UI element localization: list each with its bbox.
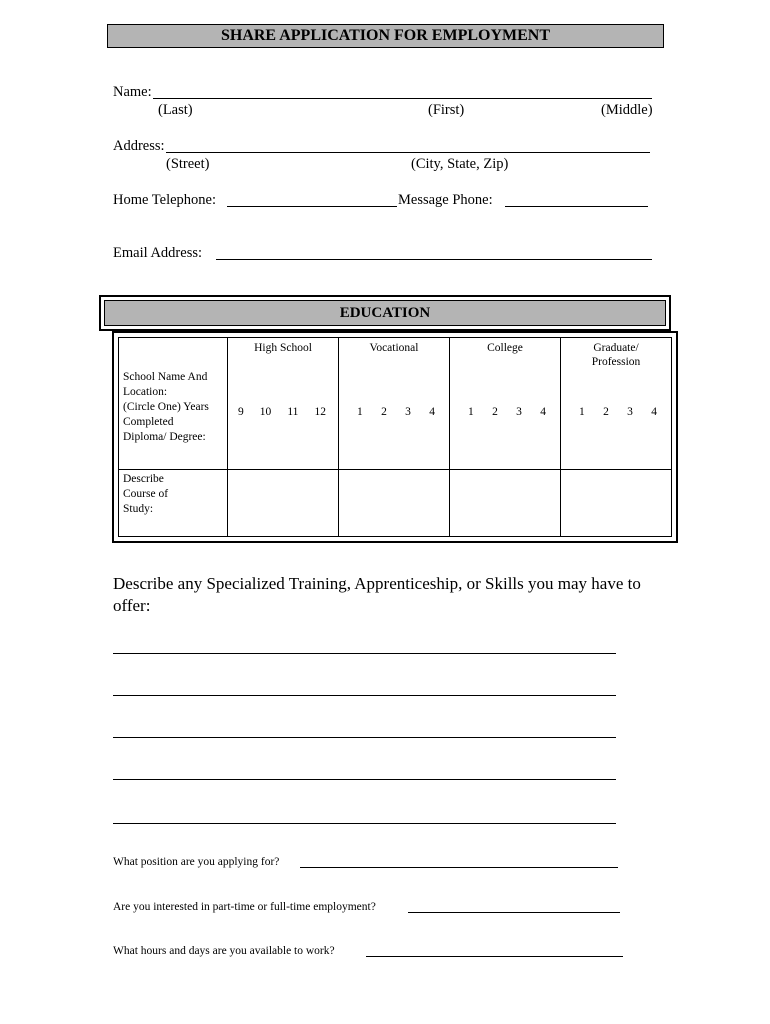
education-table-frame [112, 331, 678, 543]
skills-question: Describe any Specialized Training, Apprenticeship, or Skills you may have to offer: [113, 574, 641, 615]
high-school-course-cell[interactable] [228, 470, 339, 537]
email-label: Email Address: [113, 245, 203, 261]
year-option[interactable]: 3 [516, 406, 522, 418]
address-label: Address: [113, 138, 165, 154]
education-heading: EDUCATION [104, 300, 666, 326]
vocational-years[interactable] [339, 406, 449, 418]
years-completed-label: (Circle One) Years Completed [123, 401, 209, 428]
year-option[interactable]: 4 [429, 406, 435, 418]
education-header [99, 295, 671, 331]
year-option[interactable]: 1 [579, 406, 585, 418]
skills-answer-line[interactable] [113, 779, 616, 780]
year-option[interactable]: 3 [405, 406, 411, 418]
year-option[interactable]: 2 [492, 406, 498, 418]
graduate-course-cell[interactable] [561, 470, 672, 537]
year-option[interactable]: 2 [381, 406, 387, 418]
name-label: Name: [113, 84, 152, 100]
course-of-study-label: Describe Course of Study: [123, 473, 169, 515]
position-question: What position are you applying for? [113, 856, 280, 868]
diploma-label: Diploma/ Degree: [123, 431, 206, 443]
education-label-cell [119, 338, 228, 470]
availability-field[interactable] [366, 956, 623, 957]
year-option[interactable]: 11 [287, 406, 299, 418]
column-header-college: College [487, 342, 523, 354]
school-name-label: School Name And Location: [123, 371, 208, 398]
year-option[interactable]: 1 [357, 406, 363, 418]
education-table [118, 337, 672, 537]
name-field[interactable] [153, 98, 652, 99]
year-option[interactable]: 10 [259, 406, 272, 418]
column-header-graduate: Graduate/ Profession [591, 342, 641, 368]
year-option[interactable]: 4 [651, 406, 657, 418]
year-option[interactable]: 4 [540, 406, 546, 418]
skills-answer-line[interactable] [113, 653, 616, 654]
high-school-years[interactable] [228, 406, 338, 418]
vocational-cell[interactable] [339, 338, 450, 470]
message-phone-field[interactable] [505, 206, 648, 207]
column-header-vocational: Vocational [369, 342, 419, 354]
address-street-caption: (Street) [166, 156, 210, 172]
year-option[interactable]: 1 [468, 406, 474, 418]
name-middle-caption: (Middle) [601, 102, 653, 118]
year-option[interactable]: 3 [627, 406, 633, 418]
employment-type-field[interactable] [408, 912, 620, 913]
year-option[interactable]: 2 [603, 406, 609, 418]
home-telephone-field[interactable] [227, 206, 397, 207]
name-last-caption: (Last) [158, 102, 193, 118]
college-years[interactable] [450, 406, 560, 418]
column-header-high-school: High School [254, 342, 312, 354]
message-phone-label: Message Phone: [398, 192, 493, 208]
graduate-cell[interactable] [561, 338, 672, 470]
email-field[interactable] [216, 259, 652, 260]
name-first-caption: (First) [428, 102, 465, 118]
availability-question: What hours and days are you available to work? [113, 945, 335, 957]
employment-type-question: Are you interested in part-time or full-time employment? [113, 901, 376, 913]
year-option[interactable]: 9 [238, 406, 244, 418]
skills-answer-line[interactable] [113, 737, 616, 738]
page-title: SHARE APPLICATION FOR EMPLOYMENT [107, 24, 664, 48]
course-label-cell [119, 470, 228, 537]
vocational-course-cell[interactable] [339, 470, 450, 537]
skills-answer-line[interactable] [113, 695, 616, 696]
college-course-cell[interactable] [450, 470, 561, 537]
skills-answer-line[interactable] [113, 823, 616, 824]
graduate-years[interactable] [561, 406, 671, 418]
college-cell[interactable] [450, 338, 561, 470]
address-city-caption: (City, State, Zip) [411, 156, 509, 172]
position-field[interactable] [300, 867, 618, 868]
high-school-cell[interactable] [228, 338, 339, 470]
home-telephone-label: Home Telephone: [113, 192, 217, 208]
year-option[interactable]: 12 [314, 406, 326, 418]
address-field[interactable] [166, 152, 650, 153]
